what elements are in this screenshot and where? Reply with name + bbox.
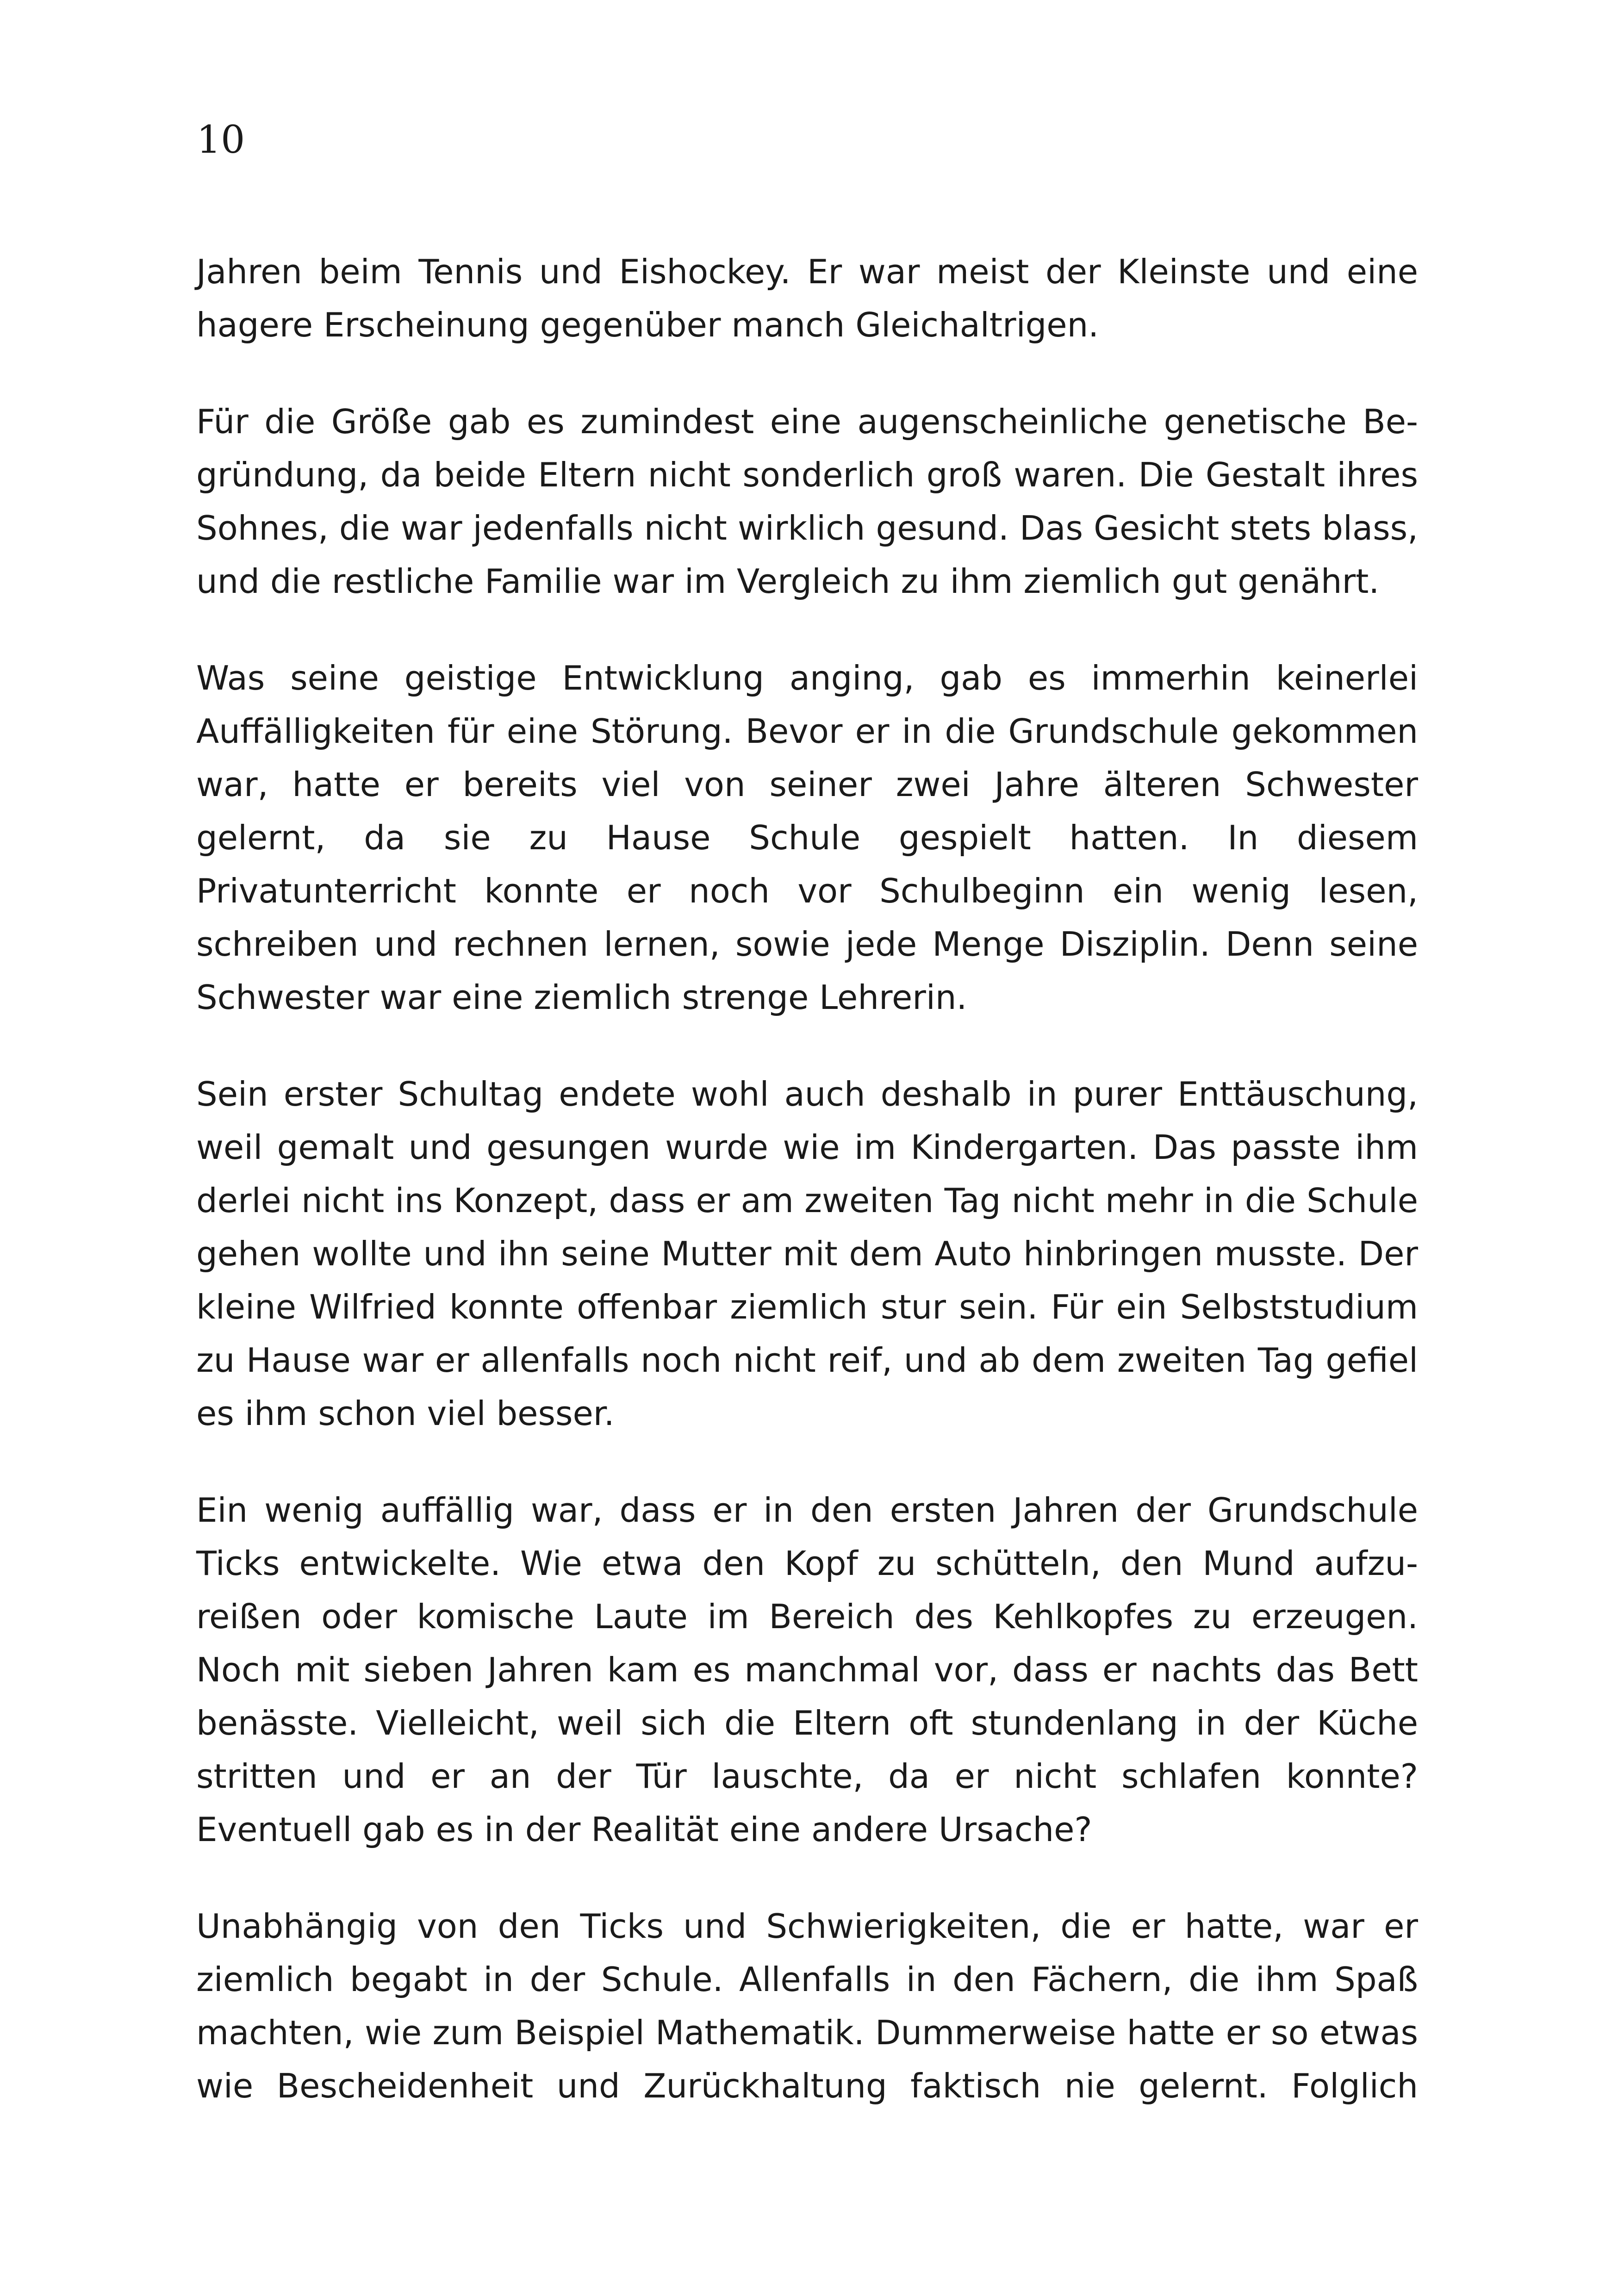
paragraph: Unabhängig von den Ticks und Schwierigkeiten, die er hatte, war er ziemlich begabt in der Schule. Allenfalls in den Fächern, die ihm Spaß machten, wie zum Beispiel Mathematik. Dummerweise hatte er so etwas wie Bescheidenheit und Zurückhaltung faktisch nie gelernt. Folglich [196,1907,1418,2105]
page-number: 10 [197,118,245,162]
paragraph: Was seine geistige Entwicklung anging, gab es immerhin keinerlei Auffälligkeiten für eine Störung. Bevor er in die Grundschule gekommen war, hatte er bereits viel von seiner zwei Jahre älteren Schwester gelernt, da sie zu Hause Schule gespielt hatten. In diesem Privatunterricht konnte er noch vor Schulbeginn ein wenig lesen, schreiben und rechnen lernen, sowie jede Menge Disziplin. Denn seine Schwester war eine ziemlich strenge Lehrerin. [196,659,1418,1017]
body-text [196,245,1418,2156]
paragraph: Für die Größe gab es zumindest eine augenscheinliche genetische Begründung, da beide Eltern nicht sonderlich groß waren. Die Gestalt ihres Sohnes, die war jedenfalls nicht wirklich gesund. Das Gesicht stets blass, und die restliche Familie war im Vergleich zu ihm ziemlich gut genährt. [196,402,1418,601]
paragraph: Sein erster Schultag endete wohl auch deshalb in purer Enttäuschung, weil gemalt und gesungen wurde wie im Kindergarten. Das passte ihm derlei nicht ins Konzept, dass er am zweiten Tag nicht mehr in die Schule gehen wollte und ihn seine Mutter mit dem Auto hinbringen musste. Der kleine Wilfried konnte offenbar ziemlich stur sein. Für ein Selbststudium zu Hause war er allenfalls noch nicht reif, und ab dem zweiten Tag gefiel es ihm schon viel besser. [196,1075,1418,1433]
paragraph: Jahren beim Tennis und Eishockey. Er war meist der Kleinste und eine hagere Erscheinung gegenüber manch Gleichaltrigen. [196,252,1418,344]
paragraph: Ein wenig auffällig war, dass er in den ersten Jahren der Grundschule Ticks entwickelte. Wie etwa den Kopf zu schütteln, den Mund aufzureißen oder komische Laute im Bereich des Kehlkopfes zu erzeugen. Noch mit sieben Jahren kam es manchmal vor, dass er nachts das Bett benässte. Vielleicht, weil sich die Eltern oft stundenlang in der Küche stritten und er an der Tür lauschte, da er nicht schlafen konnte? Eventuell gab es in der Realität eine andere Ursache? [196,1491,1418,1849]
